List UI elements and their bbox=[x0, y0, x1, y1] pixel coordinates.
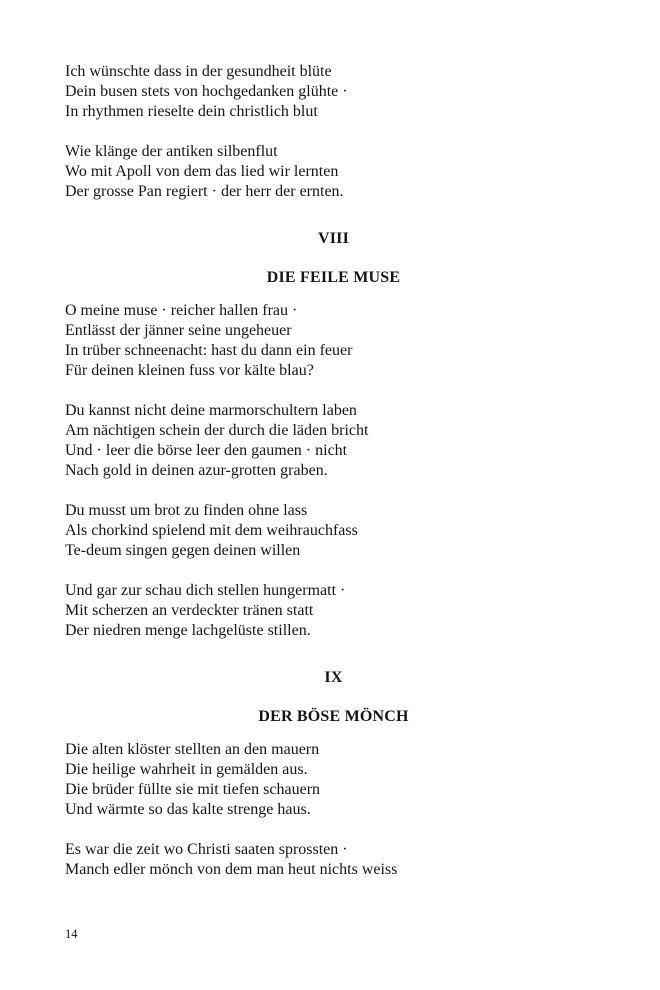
poem-line: Wie klänge der antiken silbenflut bbox=[65, 143, 278, 160]
poem-title: DIE FEILE MUSE bbox=[266, 269, 401, 286]
poem-line: Nach gold in deinen azur-grotten graben. bbox=[65, 462, 328, 479]
poem-line: Wo mit Apoll von dem das lied wir lernten bbox=[65, 163, 339, 180]
poem-line: Die heilige wahrheit in gemälden aus. bbox=[65, 761, 308, 778]
page-content bbox=[65, 62, 602, 900]
poem-line: Mit scherzen an verdeckter tränen statt bbox=[65, 602, 314, 619]
poem-line: Als chorkind spielend mit dem weihrauchfass bbox=[65, 522, 358, 539]
poem-line: Dein busen stets von hochgedanken glühte · bbox=[65, 83, 348, 100]
poem-stanza bbox=[65, 840, 602, 880]
poem-stanza bbox=[65, 740, 602, 820]
poem-line: Es war die zeit wo Christi saaten sprossten · bbox=[65, 841, 348, 858]
poem-stanza bbox=[65, 581, 602, 641]
section-numeral: VIII bbox=[317, 230, 350, 247]
poem-line: Und wärmte so das kalte strenge haus. bbox=[65, 801, 311, 818]
poem-stanza bbox=[65, 142, 602, 202]
poem-line: Du kannst nicht deine marmorschultern laben bbox=[65, 402, 357, 419]
poem-line: Und gar zur schau dich stellen hungermatt · bbox=[65, 582, 346, 599]
poem-line: Der niedren menge lachgelüste stillen. bbox=[65, 622, 311, 639]
poem-stanza bbox=[65, 401, 602, 481]
poem-line: In rhythmen rieselte dein christlich blut bbox=[65, 103, 318, 120]
poem-title: DER BÖSE MÖNCH bbox=[258, 708, 409, 725]
poem-stanza bbox=[65, 501, 602, 561]
poem-line: O meine muse · reicher hallen frau · bbox=[65, 302, 298, 319]
poem-line: Te-deum singen gegen deinen willen bbox=[65, 542, 301, 559]
poem-line: Die brüder füllte sie mit tiefen schauern bbox=[65, 781, 321, 798]
poem-line: Der grosse Pan regiert · der herr der ernten. bbox=[65, 183, 344, 200]
poem-line: Entlässt der jänner seine ungeheuer bbox=[65, 322, 292, 339]
poem-line: Für deinen kleinen fuss vor kälte blau? bbox=[65, 362, 314, 379]
poem-line: In trüber schneenacht: hast du dann ein feuer bbox=[65, 342, 353, 359]
page-number: 14 bbox=[65, 926, 78, 941]
poem-line: Du musst um brot zu finden ohne lass bbox=[65, 502, 308, 519]
poem-line: Manch edler mönch von dem man heut nichts weiss bbox=[65, 861, 398, 878]
poem-line: Ich wünschte dass in der gesundheit blüte bbox=[65, 63, 332, 80]
poem-line: Die alten klöster stellten an den mauern bbox=[65, 741, 320, 758]
poem-line: Und · leer die börse leer den gaumen · nicht bbox=[65, 442, 348, 459]
poem-stanza bbox=[65, 301, 602, 381]
poem-stanza bbox=[65, 62, 602, 122]
poem-line: Am nächtigen schein der durch die läden bricht bbox=[65, 422, 369, 439]
section-numeral: IX bbox=[324, 669, 343, 686]
